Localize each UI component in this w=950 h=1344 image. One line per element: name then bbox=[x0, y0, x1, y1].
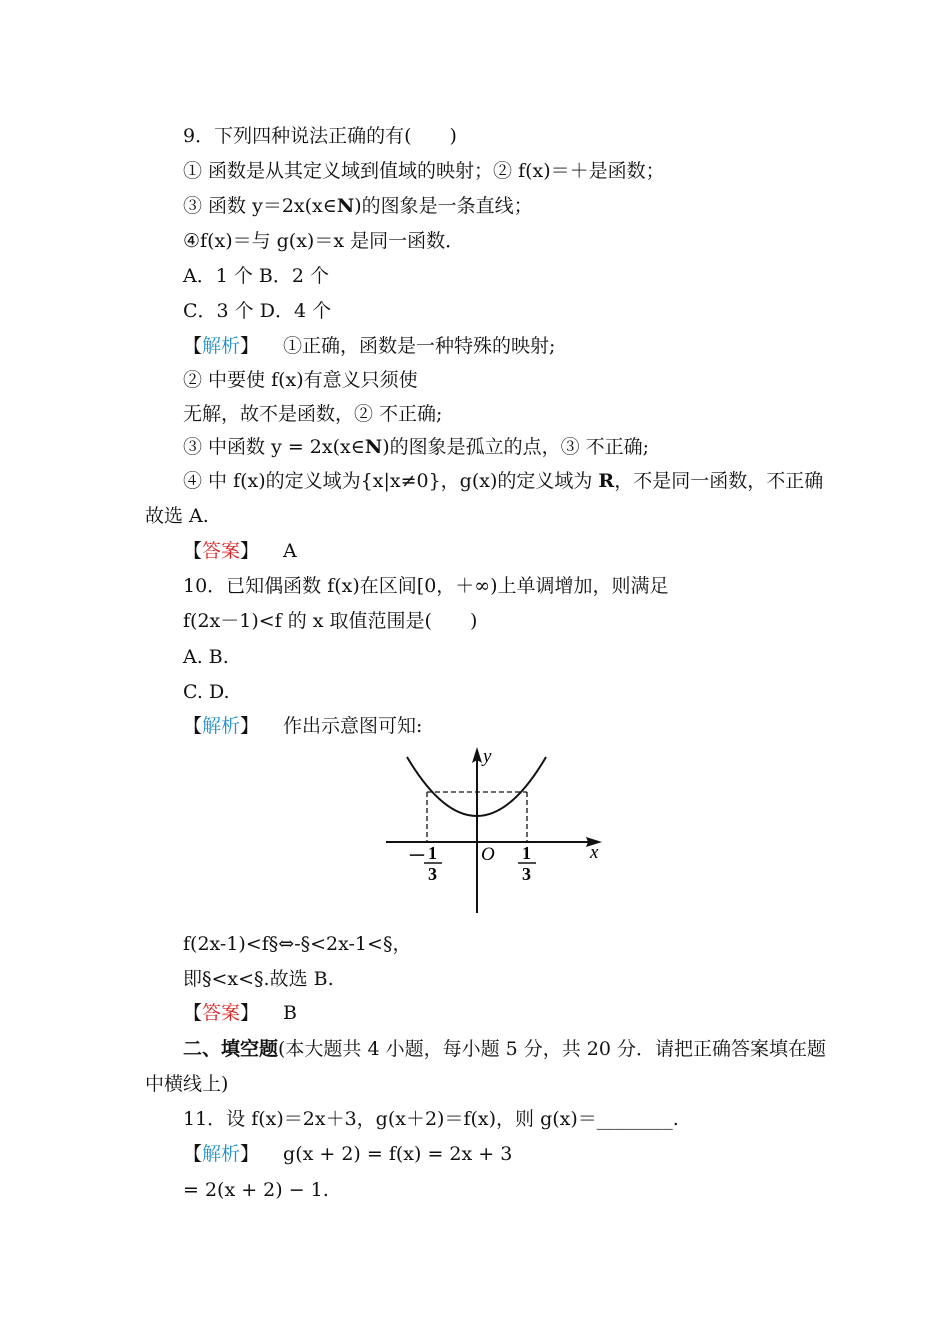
x-label: x bbox=[590, 842, 599, 863]
q10-stem-2: f(2x－1)<f 的 x 取值范围是( ) bbox=[183, 610, 478, 632]
left-tick-denominator: 3 bbox=[428, 864, 437, 884]
q10-analysis-line-3: 即§<x<§.故选 B. bbox=[183, 968, 334, 990]
left-tick-numerator: 1 bbox=[428, 843, 437, 863]
q9-analysis-line-6: 故选 A. bbox=[145, 505, 209, 527]
origin-label: O bbox=[481, 844, 495, 865]
q9-statement-1-2: ① 函数是从其定义域到值域的映射；② f(x)＝＋是函数； bbox=[183, 160, 665, 182]
parabola-figure bbox=[380, 745, 620, 925]
q10-analysis-line-2: f(2x-1)<f§⇔-§<2x-1<§， bbox=[183, 933, 412, 955]
q9-analysis-line-1: 【解析】 ①正确，函数是一种特殊的映射; bbox=[183, 335, 556, 357]
answer-tag: 答案 bbox=[202, 1002, 241, 1024]
q10-options-cd: C. D. bbox=[183, 681, 230, 703]
left-tick-sign: － bbox=[408, 846, 426, 866]
q9-options-ab: A．1 个 B．2 个 bbox=[183, 265, 329, 287]
q9-statement-4: ④f(x)＝与 g(x)＝x 是同一函数． bbox=[183, 230, 465, 252]
analysis-tag: 解析 bbox=[202, 715, 241, 737]
answer-tag: 答案 bbox=[202, 540, 241, 562]
y-label: y bbox=[483, 746, 492, 767]
analysis-tag: 解析 bbox=[202, 1143, 241, 1165]
section-title: 二、填空题 bbox=[183, 1038, 279, 1060]
q9-answer: 【答案】 A bbox=[183, 540, 297, 562]
q11-stem: 11．设 f(x)＝2x＋3，g(x＋2)＝f(x)，则 g(x)＝________. bbox=[183, 1108, 679, 1130]
q10-stem-1: 10．已知偶函数 f(x)在区间[0，＋∞)上单调增加，则满足 bbox=[183, 575, 669, 597]
q11-analysis-line-1: 【解析】 g(x + 2) = f(x) = 2x + 3 bbox=[183, 1143, 513, 1165]
q9-options-cd: C．3 个 D．4 个 bbox=[183, 300, 332, 322]
right-tick-denominator: 3 bbox=[522, 864, 531, 884]
q9-analysis-line-5: ④ 中 f(x)的定义域为{x|x≠0}，g(x)的定义域为 R，不是同一函数，不正确 bbox=[183, 470, 824, 492]
q10-options-ab: A. B. bbox=[183, 646, 229, 668]
q9-analysis-line-4: ③ 中函数 y = 2x(x∈N)的图象是孤立的点，③ 不正确; bbox=[183, 436, 650, 458]
right-tick-numerator: 1 bbox=[522, 843, 531, 863]
analysis-tag: 解析 bbox=[202, 335, 241, 357]
q10-answer: 【答案】 B bbox=[183, 1002, 298, 1024]
q9-stem: 9．下列四种说法正确的有( ) bbox=[183, 125, 457, 147]
section2-line-2: 中横线上) bbox=[145, 1073, 229, 1095]
q9-analysis-line-3: 无解，故不是函数，② 不正确; bbox=[183, 403, 443, 425]
section2-line-1: 二、填空题(本大题共 4 小题，每小题 5 分，共 20 分．请把正确答案填在题 bbox=[183, 1038, 827, 1060]
q9-analysis-line-2: ② 中要使 f(x)有意义只须使 bbox=[183, 369, 418, 391]
q11-analysis-line-2: = 2(x + 2) − 1. bbox=[183, 1179, 329, 1201]
q10-analysis-line-1: 【解析】 作出示意图可知: bbox=[183, 715, 423, 737]
q9-statement-3: ③ 函数 y＝2x(x∈N)的图象是一条直线； bbox=[183, 195, 533, 217]
